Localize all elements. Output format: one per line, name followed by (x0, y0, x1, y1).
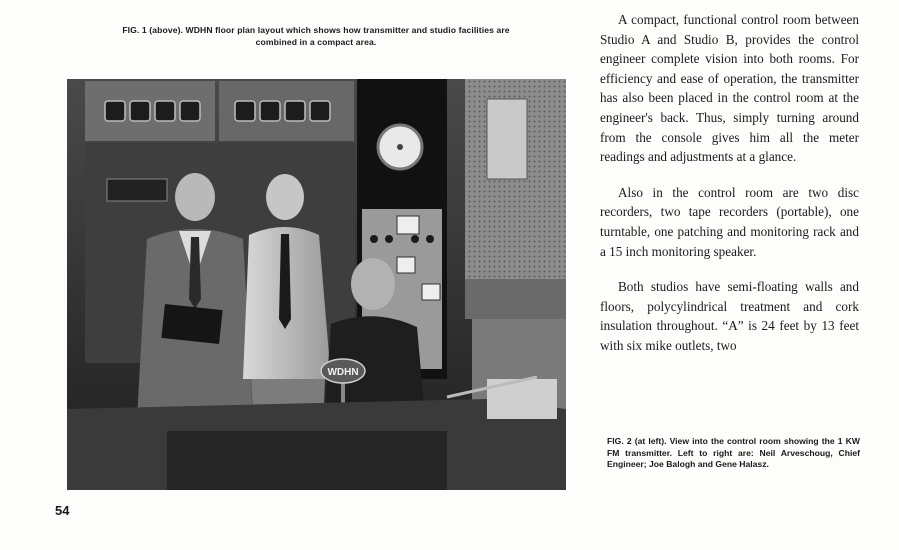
figure-1-caption: FIG. 1 (above). WDHN floor plan layout which shows how transmitter and studio facilities are combined in a compact area. (122, 25, 510, 47)
page-number: 54 (55, 503, 70, 518)
article-body (600, 10, 859, 372)
body-paragraph: Both studios have semi-floating walls and floors, polycylindrical treatment and cork insulation throughout. “A” is 24 feet by 13 feet with six mike outlets, two (600, 279, 859, 353)
microphone-badge-text: WDHN (327, 367, 359, 378)
control-room-photo (67, 79, 566, 490)
body-paragraph: A compact, functional control room between Studio A and Studio B, provides the control engineer complete vision into both rooms. For efficiency and ease of operation, the transmitter has also been placed in the control room at the engineer's back. Thus, simply turning around from the console gives him all the meter readings and adjustments at a glance. (600, 12, 859, 165)
body-paragraph: Also in the control room are two disc recorders, two tape recorders (portable), one turntable, one patching and monitoring rack and a 15 inch monitoring speaker. (600, 184, 859, 259)
figure-2-caption: FIG. 2 (at left). View into the control room showing the 1 KW FM transmitter. Left to right are: Neil Arveschoug, Chief Engineer; Joe Balogh and Gene Halasz. (607, 436, 860, 469)
